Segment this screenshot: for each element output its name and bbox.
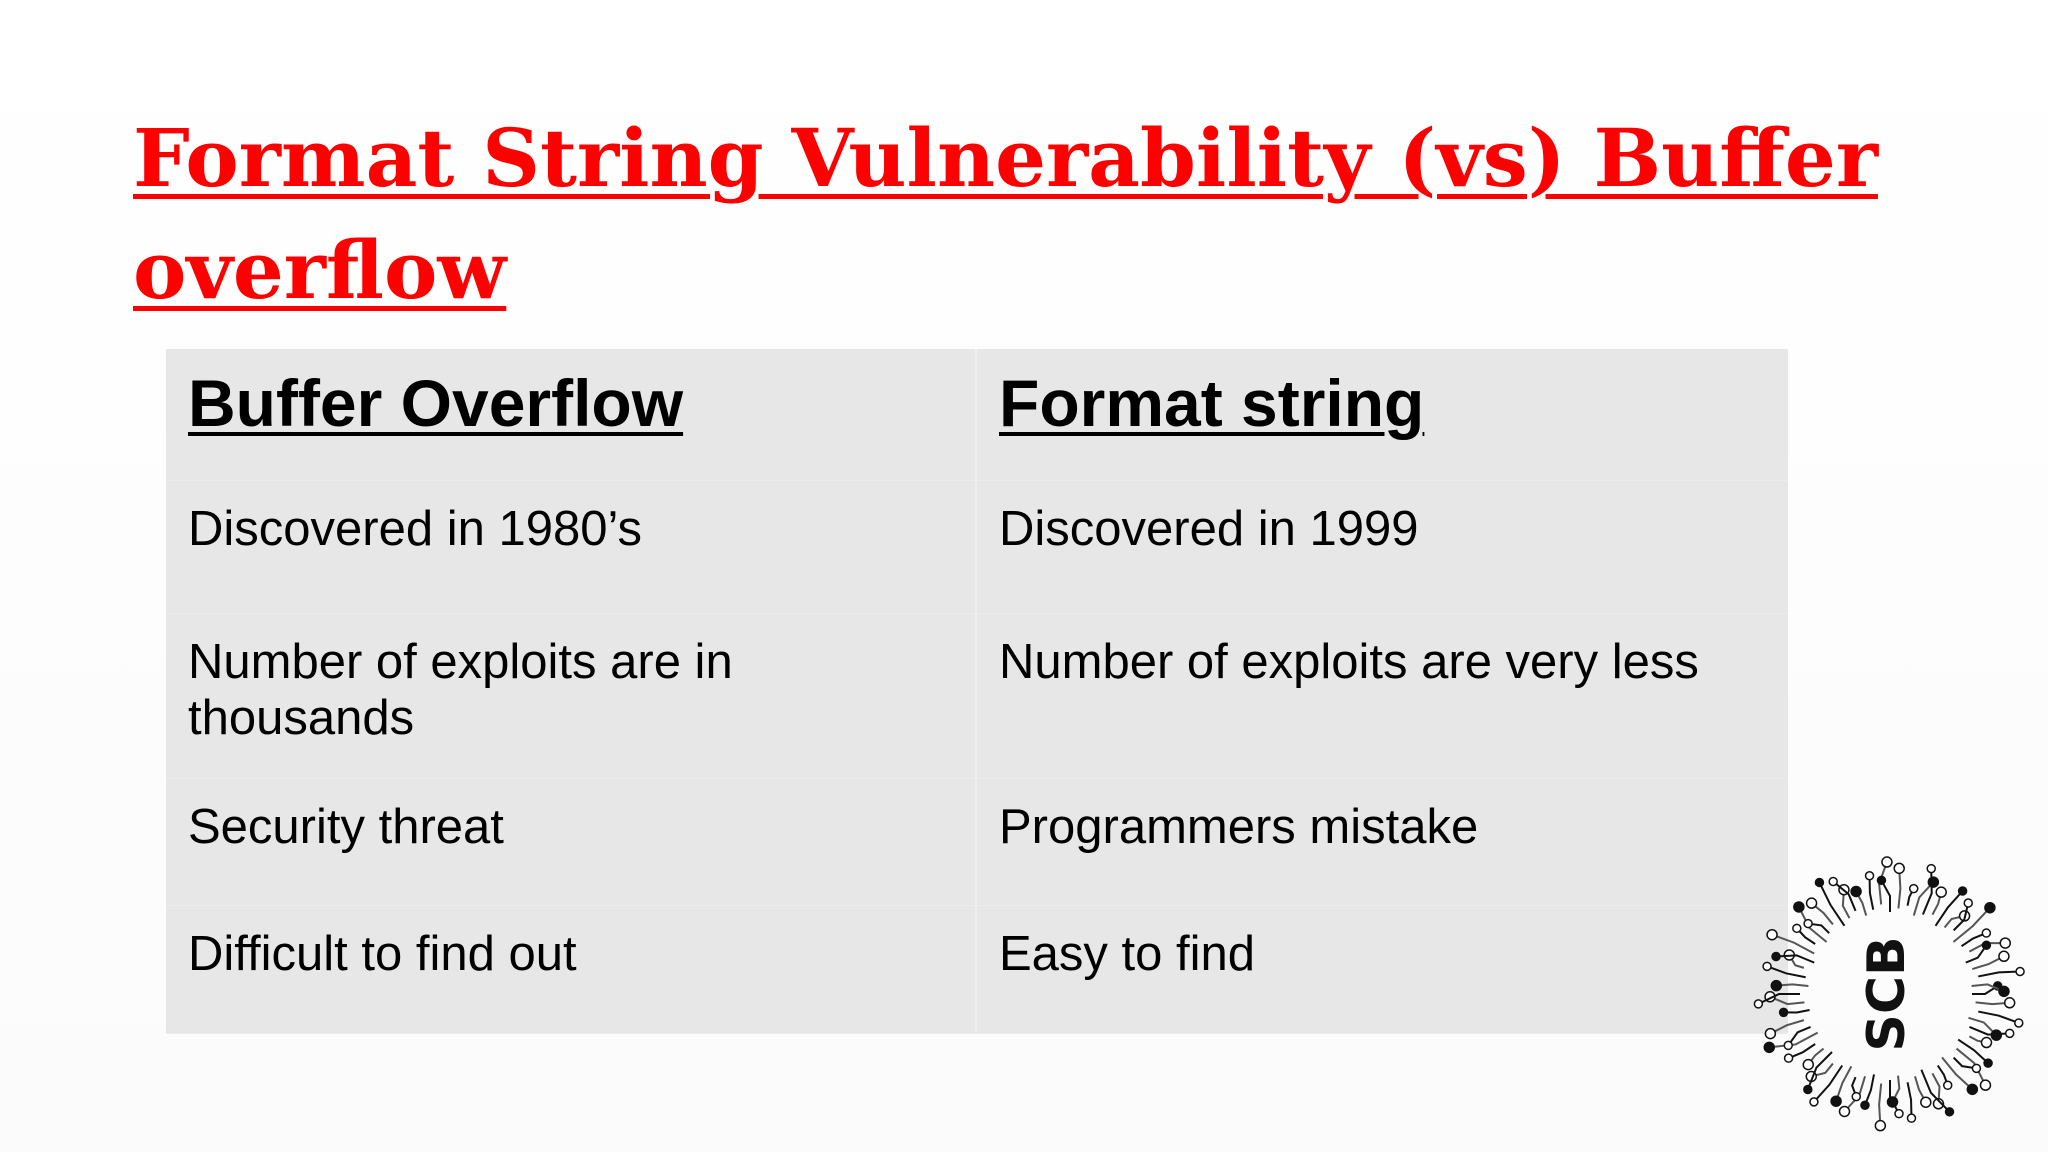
logo-circuit-node [1928, 877, 1938, 887]
logo-circuit-trace [1769, 1033, 1817, 1048]
logo-text: SCB [1857, 936, 1917, 1052]
table-cell: Discovered in 1980’s [166, 481, 977, 614]
table-cell: Number of exploits are in thousands [166, 614, 977, 779]
logo-circuit-node [1803, 1060, 1813, 1070]
logo-circuit-trace [1767, 966, 1806, 977]
logo-circuit-node [1784, 1041, 1792, 1049]
logo-circuit-trace [1776, 955, 1814, 962]
logo-circuit-node [1839, 1106, 1849, 1116]
logo-circuit-node [1866, 872, 1874, 880]
logo-circuit-node [1793, 924, 1801, 932]
logo-circuit-node [1763, 962, 1771, 970]
logo-circuit-node [1981, 1038, 1991, 1048]
logo-circuit-node [1927, 865, 1935, 873]
table-cell: Programmers mistake [977, 779, 1788, 906]
logo-circuit-trace [1898, 868, 1900, 908]
logo-circuit-node [1829, 878, 1837, 886]
logo-circuit-node [1861, 1101, 1869, 1109]
logo-circuit-node [1972, 1064, 1980, 1072]
logo-circuit-node [1810, 1098, 1818, 1106]
logo-circuit-node [2000, 938, 2010, 948]
logo-circuit-trace [1772, 935, 1814, 954]
logo-circuit-node [1984, 1059, 1992, 1067]
logo-circuit-node [1771, 981, 1781, 991]
logo-circuit-node [1894, 863, 1904, 873]
logo-circuit-trace [1879, 1084, 1881, 1126]
table-cell: Discovered in 1999 [977, 481, 1788, 614]
circuit-circle-logo-icon [1748, 852, 2033, 1137]
logo-circuit-node [1831, 1096, 1841, 1106]
logo-circuit-node [1815, 878, 1823, 886]
logo-circuit-trace [1870, 876, 1874, 910]
logo-circuit-trace [1865, 1074, 1874, 1105]
logo-circuit-node [1875, 1121, 1885, 1131]
logo-circuit-node [1852, 1093, 1860, 1101]
logo-circuit-node [2006, 1029, 2014, 1037]
logo-circuit-node [1982, 941, 1990, 949]
logo-circuit-node [2016, 967, 2024, 975]
logo-circuit-node [1804, 1086, 1812, 1094]
logo-circuit-node [1907, 1114, 1915, 1122]
logo-circuit-node [1944, 1081, 1952, 1089]
table-cell: Difficult to find out [166, 906, 977, 1034]
logo-circuit-node [1910, 885, 1918, 893]
logo-circuit-node [2005, 998, 2015, 1008]
logo-circuit-node [1959, 887, 1967, 895]
logo-circuit-node [1936, 887, 1946, 897]
logo-circuit-node [1882, 857, 1892, 867]
header-format-string: Format string [999, 366, 1425, 440]
logo-circuit-node [1851, 886, 1861, 896]
logo-graphic [1748, 852, 2033, 1137]
logo-circuit-node [1794, 902, 1804, 912]
logo-circuit-node [1964, 899, 1972, 907]
logo-circuit-node [1946, 1108, 1954, 1116]
header-buffer-overflow: Buffer Overflow [188, 366, 684, 440]
table-header-cell [166, 349, 977, 481]
logo-circuit-node [1895, 1110, 1903, 1118]
logo-circuit-node [1804, 920, 1812, 928]
logo-circuit-node [1772, 953, 1780, 961]
logo-circuit-node [1764, 1042, 1774, 1052]
logo-circuit-node [1985, 903, 1995, 913]
logo-circuit-node [1807, 898, 1817, 908]
logo-circuit-trace [1881, 880, 1890, 912]
table-header-cell [977, 349, 1788, 481]
table-cell: Number of exploits are very less [977, 614, 1788, 779]
logo-circuit-trace [1908, 1082, 1912, 1118]
logo-circuit-trace [1978, 971, 2020, 976]
logo-circuit-node [1967, 1084, 1977, 1094]
logo-circuit-node [1754, 1000, 1762, 1008]
logo-circuit-node [1780, 1008, 1788, 1016]
comparison-table [166, 349, 1788, 1034]
logo-circuit-node [1999, 986, 2009, 996]
logo-circuit-node [1921, 1097, 1931, 1107]
logo-circuit-node [1765, 1029, 1775, 1039]
table-cell: Easy to find [977, 906, 1788, 1034]
logo-circuit-node [1982, 929, 1990, 937]
logo-circuit-node [1767, 930, 1777, 940]
logo-circuit-node [1980, 1080, 1990, 1090]
logo-circuit-node [1999, 951, 2009, 961]
slide-title: Format String Vulnerability (vs) Buffer overflow [133, 111, 1878, 317]
table-cell: Security threat [166, 779, 977, 906]
logo-circuit-trace [1978, 1012, 2019, 1023]
logo-circuit-node [1877, 876, 1885, 884]
logo-circuit-node [2015, 1019, 2023, 1027]
logo-circuit-node [1785, 1054, 1793, 1062]
